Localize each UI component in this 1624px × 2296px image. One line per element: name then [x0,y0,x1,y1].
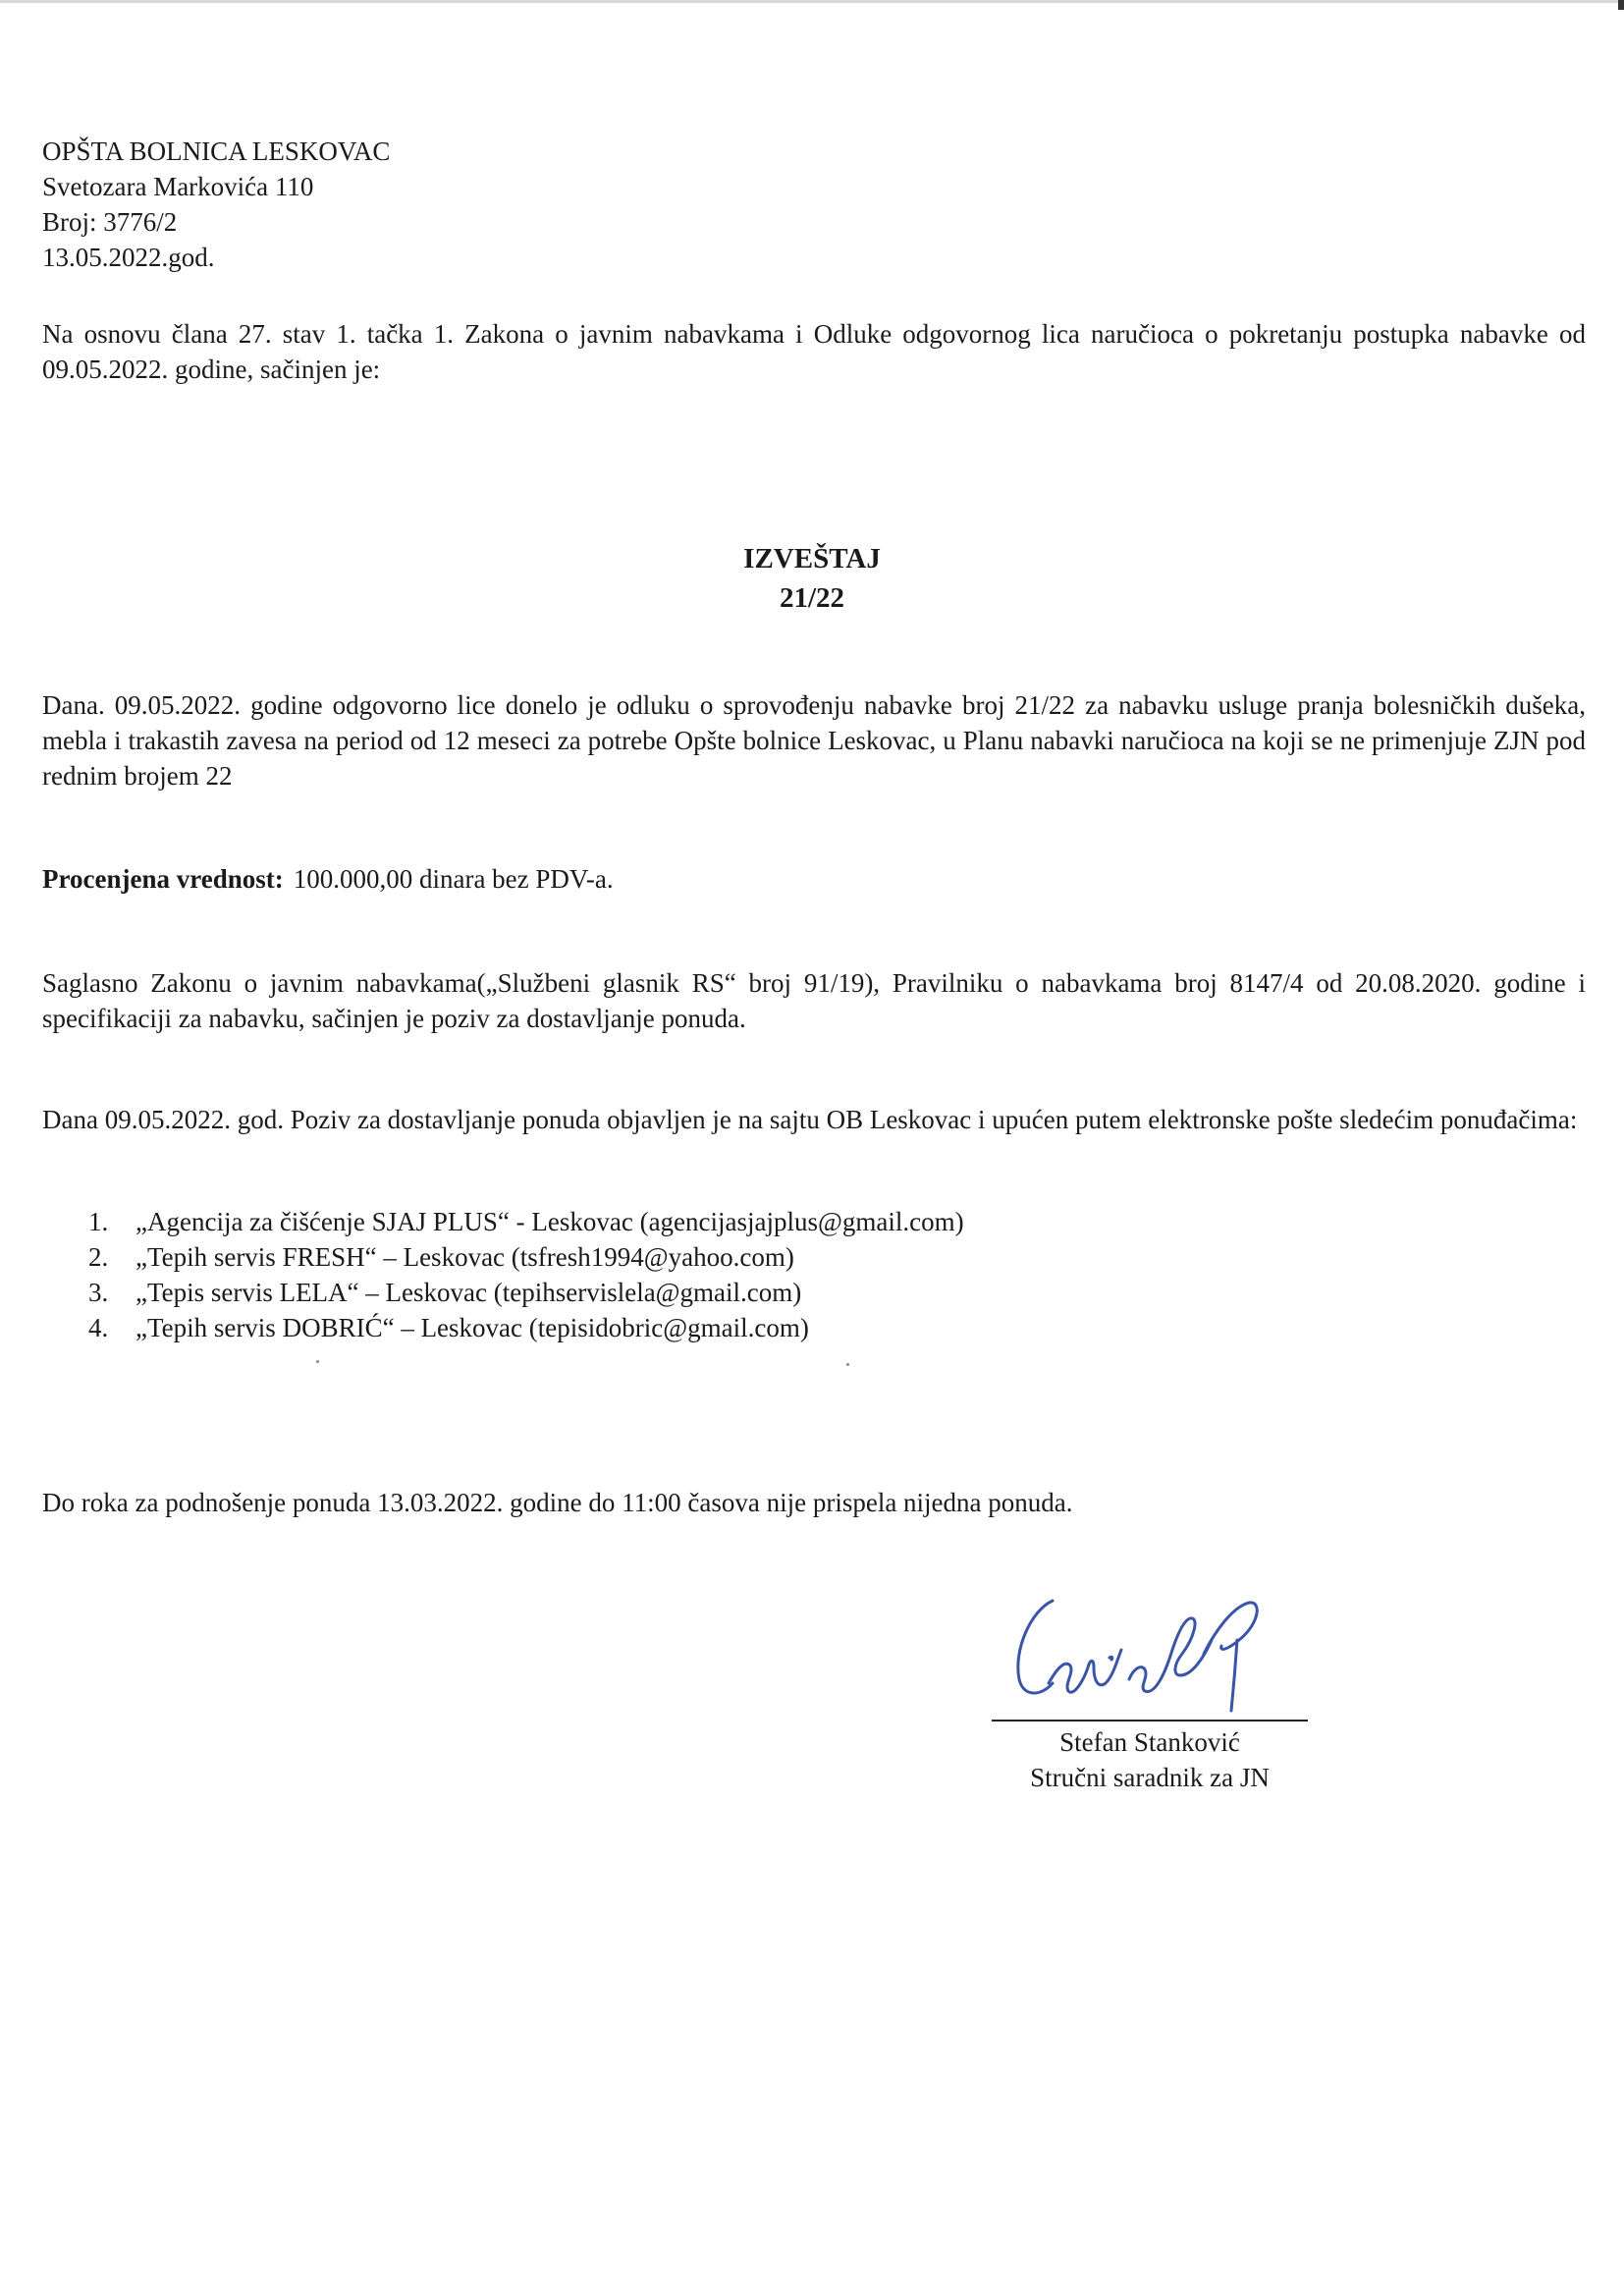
signature-stroke [1110,1657,1112,1660]
report-number: 21/22 [779,582,845,614]
list-item-text: „Tepih servis FRESH“ – Leskovac (tsfresh1994@yahoo.com) [135,1242,794,1272]
scan-speck [846,1363,849,1366]
list-item-number: 3. [88,1278,109,1307]
list-item [88,1275,964,1310]
scan-corner-mark [1618,0,1624,10]
document-header [42,134,1586,275]
list-item-text: „Agencija za čišćenje SJAJ PLUS“ - Leskovac (agencijasjajplus@gmail.com) [135,1207,964,1236]
estimated-value-amount: 100.000,00 dinara bez PDV-a. [293,864,614,894]
document-number: Broj: 3776/2 [42,207,178,237]
signature-stroke [1018,1601,1053,1693]
report-title: IZVEŠTAJ [743,543,881,574]
list-item-number: 1. [88,1207,109,1236]
list-item-number: 2. [88,1242,109,1272]
invitation-paragraph: Dana 09.05.2022. god. Poziv za dostavljanje ponuda objavljen je na sajtu OB Leskovac i upućen putem elektronske pošte sledećim ponuđačima: [42,1105,1578,1134]
signatory-role: Stručni saradnik za JN [1030,1763,1270,1792]
scan-speck [316,1360,319,1363]
signature-stroke [1129,1618,1212,1692]
list-item [88,1239,964,1275]
signature-stroke [1204,1603,1257,1711]
deadline-paragraph: Do roka za podnošenje ponuda 13.03.2022. godine do 11:00 časova nije prispela nijedna ponuda. [42,1488,1073,1517]
document-date: 13.05.2022.god. [42,243,215,272]
institution-address: Svetozara Markovića 110 [42,172,314,201]
decision-paragraph: Dana. 09.05.2022. godine odgovorno lice donelo je odluku o sprovođenju nabavke broj 21/22 za nabavku usluge pranja bolesničkih dušeka, mebla i trakastih zavesa na period od 12 meseci za potrebe Opšte bolnice Leskovac, u Planu nabavki naručioca na koji se ne primenjuje ZJN pod rednim brojem 22 [42,690,1586,791]
list-item-number: 4. [88,1313,109,1342]
handwritten-signature [992,1581,1306,1719]
institution-name: OPŠTA BOLNICA LESKOVAC [42,137,391,166]
list-item-text: „Tepis servis LELA“ – Leskovac (tepihservislela@gmail.com) [135,1278,802,1307]
list-item-text: „Tepih servis DOBRIĆ“ – Leskovac (tepisidobric@gmail.com) [135,1313,809,1342]
law-paragraph: Saglasno Zakonu o javnim nabavkama(„Službeni glasnik RS“ broj 91/19), Pravilniku o nabavkama broj 8147/4 od 20.08.2020. godine i specifikaciji za nabavku, sačinjen je poziv za dostavljanje ponuda. [42,968,1586,1033]
estimated-value [42,861,1586,897]
signature-line [992,1720,1308,1722]
signatory-name: Stefan Stanković [1059,1727,1240,1757]
intro-paragraph: Na osnovu člana 27. stav 1. tačka 1. Zakona o javnim nabavkama i Odluke odgovornog lica naručioca o pokretanju postupka nabavke od 09.05.2022. godine, sačinjen je: [42,319,1586,384]
bidders-list [88,1204,964,1345]
list-item [88,1310,964,1345]
list-item [88,1204,964,1239]
scan-edge [0,0,1624,3]
estimated-value-label: Procenjena vrednost: [42,864,284,894]
